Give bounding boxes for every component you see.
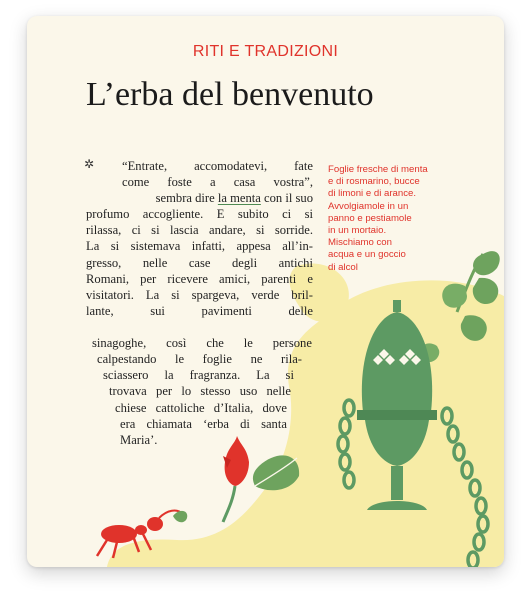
article-title: L’erba del benvenuto [86,76,374,113]
article-body-tail-c [103,367,294,383]
article-body-indented [122,158,313,206]
note-line: acqua e un goccio [328,249,406,261]
text-line: come foste a casa vostra”, [122,175,313,190]
article-body-tail-a [92,335,312,351]
text-line: rilassa, ci si lascia andare, si sorride. [86,223,313,238]
text-line: profumo accogliente. E subito ci si [86,207,313,222]
article-body-main [86,206,313,319]
text-line: La si sistemava infatti, appesa all’in- [86,239,313,254]
note-line: di alcol [328,261,358,273]
text-line: era chiamata ‘erba di santa [120,416,287,431]
text-line: chiese cattoliche d’Italia, dove [115,400,287,415]
text-line: “Entrate, accomodatevi, fate [122,159,313,173]
text-line: lante, sui pavimenti delle [86,303,313,318]
text-line: Maria’. [120,432,158,447]
article-body-tail-f [120,416,287,448]
section-label: RITI E TRADIZIONI [192,43,339,60]
note-line: Mischiamo con [328,237,392,249]
text-line: sinagoghe, così che le persone [92,336,312,351]
text-line: trovava per lo stesso uso nelle [109,384,291,399]
recipe-note [328,164,428,274]
text-line: calpestando le foglie ne rila- [97,352,302,367]
note-line: e di rosmarino, bucce [328,176,420,188]
text-line: visitatori. La si spargeva, verde bril- [86,287,313,302]
note-line: in un mortaio. [328,224,387,236]
article-body-tail-e [115,400,287,416]
mint-link-text: la menta [217,191,261,206]
note-line: Avvolgiamole in un [328,200,409,212]
article-body-tail-d [109,383,291,399]
note-line: Foglie fresche di menta [328,164,428,175]
text-line: Romani, per ricevere amici, parenti e [86,271,313,286]
text-line: sciassero la fragranza. La si [103,368,294,383]
tulip-icon [223,436,249,522]
article-page [27,16,504,567]
note-line: panno e pestiamole [328,212,412,224]
text-line: sembra dire la menta con il suo [155,191,313,206]
article-body-tail-b [97,351,302,367]
text-line: gresso, nelle case degli antichi [86,255,313,270]
note-line: di limoni e di arance. [328,188,416,200]
sparkle-bullet-icon: ✲ [84,157,95,171]
